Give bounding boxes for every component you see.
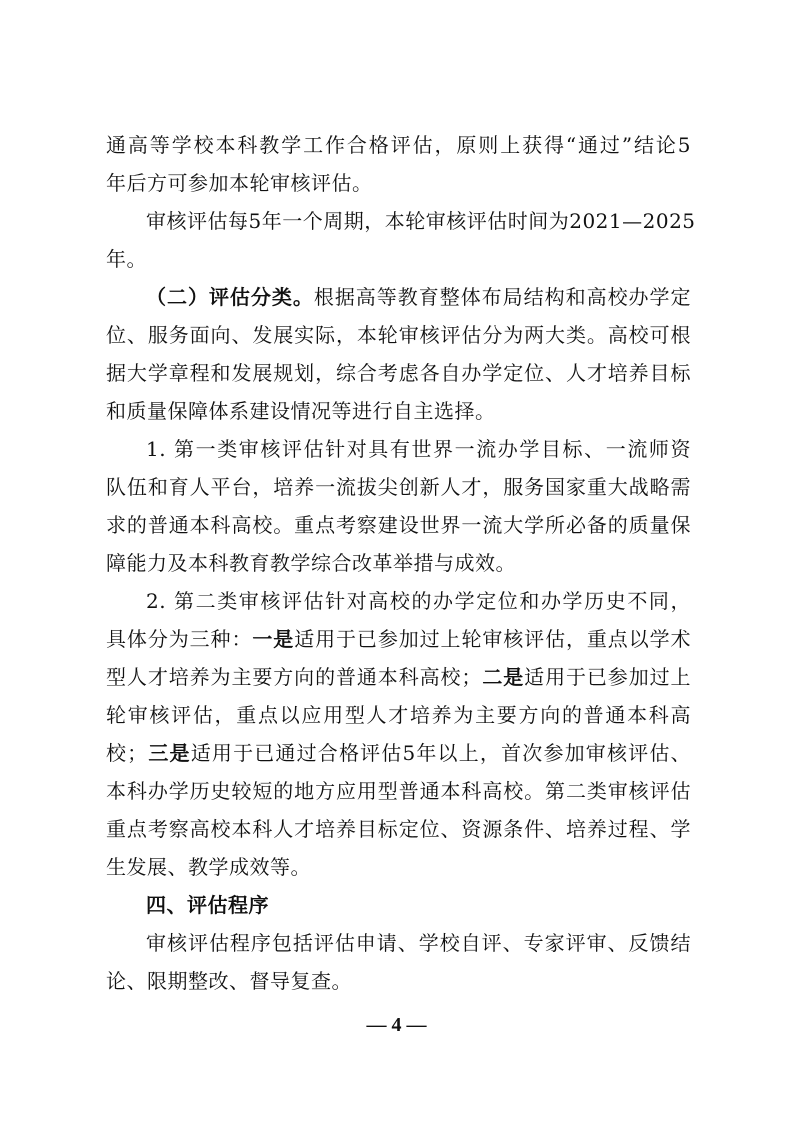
line-text: 2. 第二类审核评估针对高校的办学定位和办学历史不同， <box>146 589 691 613</box>
line-text: 年。 <box>106 247 147 271</box>
text-line <box>106 468 691 506</box>
text-line <box>106 620 691 658</box>
text-line <box>106 316 691 354</box>
text-line <box>106 772 691 810</box>
line-text: 生发展、教学成效等。 <box>106 855 311 879</box>
line-text: 审核评估每5年一个周期，本轮审核评估时间为2021—2025 <box>146 209 696 233</box>
line-text: 障能力及本科教育教学综合改革举措与成效。 <box>106 551 516 575</box>
line-text-tail: 适用于已参加过上 <box>524 665 692 689</box>
text-line <box>106 810 691 848</box>
text-line <box>106 544 691 582</box>
line-text: 位、服务面向、发展实际，本轮审核评估分为两大类。高校可根 <box>106 323 691 347</box>
line-text: 1. 第一类审核评估针对具有世界一流办学目标、一流师资 <box>146 437 691 461</box>
text-line <box>106 924 691 962</box>
text-line <box>106 354 691 392</box>
line-text: 根据高等教育整体布局结构和高校办学定 <box>313 285 692 309</box>
line-text: 审核评估程序包括评估申请、学校自评、专家评审、反馈结 <box>146 931 691 955</box>
line-text: 据大学章程和发展规划，综合考虑各自办学定位、人才培养目标 <box>106 361 691 385</box>
line-text: 型人才培养为主要方向的普通本科高校； <box>106 665 482 689</box>
section-heading: 四、评估程序 <box>146 893 269 917</box>
text-line <box>106 696 691 734</box>
line-text: 队伍和育人平台，培养一流拔尖创新人才，服务国家重大战略需 <box>106 475 691 499</box>
line-text: 校； <box>106 741 148 765</box>
line-text: 轮审核评估，重点以应用型人才培养为主要方向的普通本科高 <box>106 703 691 727</box>
line-text: 通高等学校本科教学工作合格评估，原则上获得“通过”结论5 <box>106 133 691 157</box>
line-text: 年后方可参加本轮审核评估。 <box>106 171 373 195</box>
text-line <box>106 886 691 924</box>
line-text: 具体分为三种： <box>106 627 253 651</box>
text-line <box>106 962 691 1000</box>
line-text: 求的普通本科高校。重点考察建设世界一流大学所必备的质量保 <box>106 513 691 537</box>
text-line <box>106 848 691 886</box>
text-line <box>106 430 691 468</box>
bold-marker: 三是 <box>147 741 191 765</box>
bold-marker: 二是 <box>481 665 525 689</box>
text-line <box>106 126 691 164</box>
text-line <box>106 506 691 544</box>
line-text: 和质量保障体系建设情况等进行自主选择。 <box>106 399 496 423</box>
text-line <box>106 278 691 316</box>
page-number: — 4 — <box>366 1014 427 1036</box>
line-text-tail: 适用于已参加过上轮审核评估，重点以学术 <box>294 627 692 651</box>
line-text: 重点考察高校本科人才培养目标定位、资源条件、培养过程、学 <box>106 817 691 841</box>
text-line <box>106 734 691 772</box>
text-line <box>106 202 696 240</box>
line-text: 本科办学历史较短的地方应用型普通本科高校。第二类审核评估 <box>106 779 691 803</box>
text-line <box>106 392 691 430</box>
text-line <box>106 582 691 620</box>
bold-marker: 一是 <box>252 627 295 651</box>
document-body <box>106 126 696 1000</box>
line-text: 论、限期整改、督导复查。 <box>106 969 352 993</box>
line-text-tail: 适用于已通过合格评估5年以上，首次参加审核评估、 <box>190 741 692 765</box>
subsection-title: （二）评估分类。 <box>146 285 314 309</box>
text-line <box>106 164 691 202</box>
text-line <box>106 240 691 278</box>
text-line <box>106 658 691 696</box>
